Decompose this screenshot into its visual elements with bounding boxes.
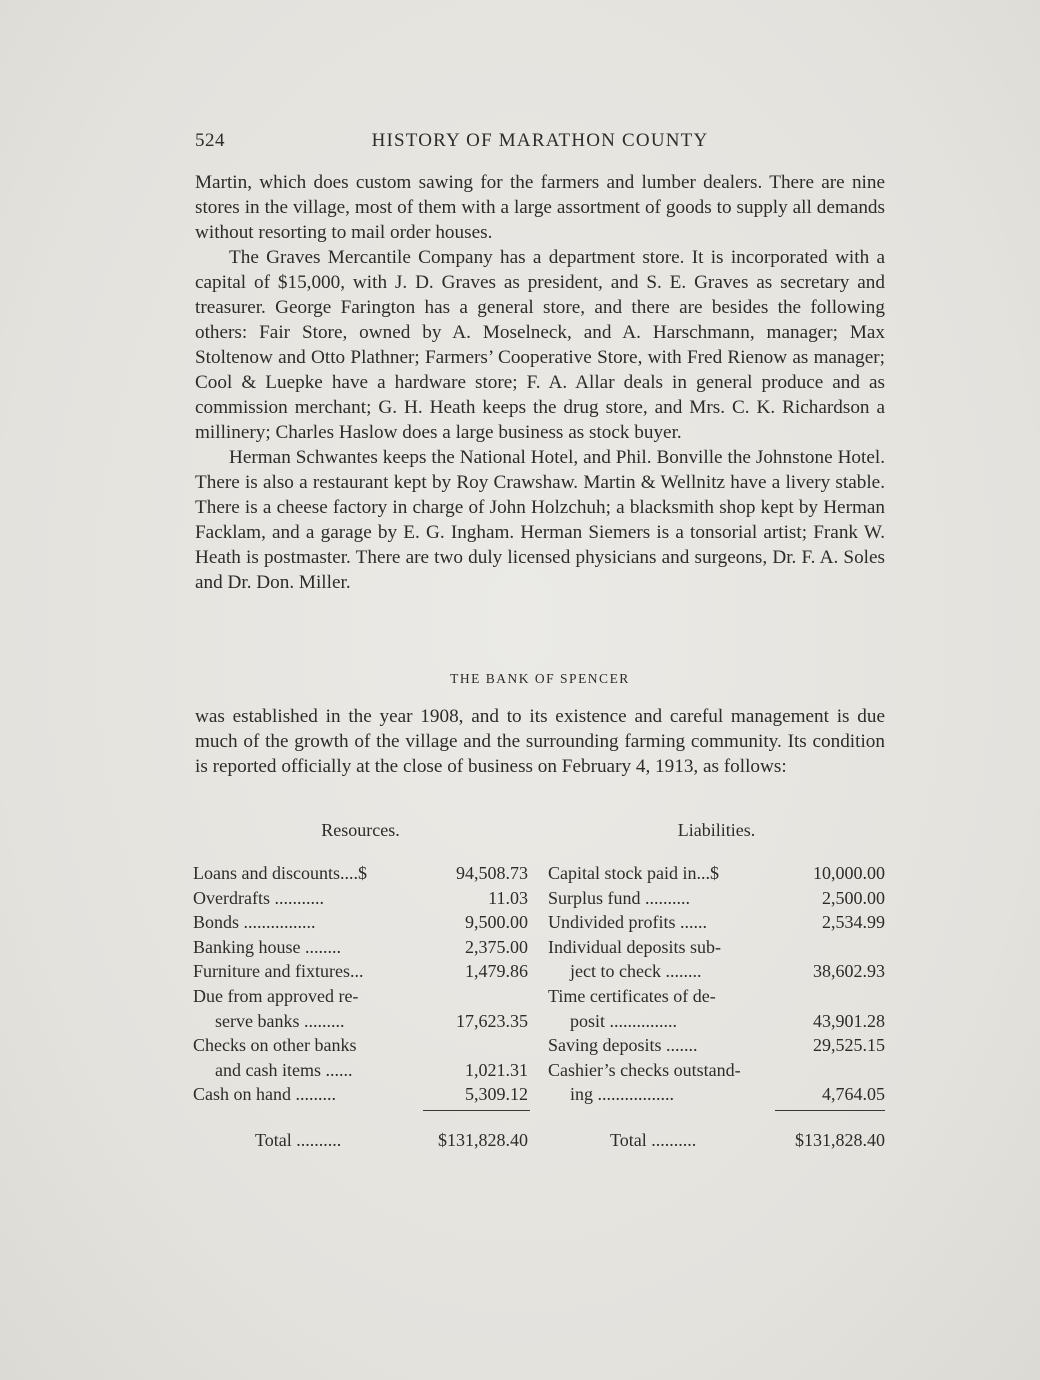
statement-row — [193, 861, 530, 886]
statement-row — [193, 1033, 530, 1058]
row-amount: 43,901.28 — [813, 1010, 885, 1031]
statement-row — [548, 1082, 885, 1107]
row-amount: 2,534.99 — [822, 912, 885, 933]
row-label: Saving deposits ....... — [548, 1035, 698, 1056]
row-amount: 5,309.12 — [465, 1084, 528, 1105]
liabilities-column — [548, 818, 885, 1107]
row-amount: 9,500.00 — [465, 912, 528, 933]
row-label: Furniture and fixtures... — [193, 961, 364, 982]
statement-row — [193, 1082, 530, 1107]
row-label: Overdrafts ........... — [193, 887, 324, 908]
paragraph: was established in the year 1908, and to its existence and careful management is due much of the growth of the village and the surrounding farming community. Its condition is reported officially at the close of business on February 4, 1913, as follows: — [195, 706, 885, 777]
row-label: and cash items ...... — [215, 1059, 353, 1080]
paragraph: The Graves Mercantile Company has a department store. It is incorporated with a capital of $15,000, with J. D. Graves as president, and S. E. Graves as secretary and treasurer. George Farington has a general store, and there are besides the following others: Fair Store, owned by A. Moselneck, and A. Harschmann, manager; Max Stoltenow and Otto Plathner; Farmers’ Cooperative Store, with Fred Rienow as manager; Cool & Luepke have a hardware store; F. A. Allar deals in general produce and as commission merchant; G. H. Heath keeps the drug store, and Mrs. C. K. Richardson a millinery; Charles Haslow does a large business as stock buyer. — [195, 247, 885, 443]
running-title: HISTORY OF MARATHON COUNTY — [371, 130, 709, 151]
row-label: Due from approved re- — [193, 985, 359, 1006]
statement-row — [548, 935, 885, 960]
resources-total-amount: $131,828.40 — [438, 1130, 528, 1150]
resources-column — [193, 818, 530, 1107]
statement-row — [548, 886, 885, 911]
resources-heading: Resources. — [321, 820, 400, 840]
statement-row — [193, 886, 530, 911]
row-label: Time certificates of de- — [548, 985, 716, 1006]
row-label: posit ............... — [570, 1010, 678, 1031]
row-label: Surplus fund .......... — [548, 887, 691, 908]
section-heading: THE BANK OF SPENCER — [450, 671, 630, 686]
row-label: ing ................. — [570, 1084, 675, 1105]
statement-row — [193, 984, 530, 1009]
statement-row — [548, 959, 885, 984]
row-amount: 17,623.35 — [456, 1010, 528, 1031]
paragraph: Martin, which does custom sawing for the farmers and lumber dealers. There are nine stores in the village, most of them with a large assortment of goods to supply all demands without resorting to mail order houses. — [195, 172, 885, 243]
statement-row — [193, 959, 530, 984]
row-amount: 11.03 — [488, 887, 528, 908]
row-amount: 29,525.15 — [813, 1035, 885, 1056]
statement-row — [548, 861, 885, 886]
statement-row — [548, 984, 885, 1009]
liabilities-total-amount: $131,828.40 — [795, 1130, 885, 1150]
bank-description — [195, 704, 885, 779]
statement-row — [548, 1058, 885, 1083]
resources-total-row — [193, 1128, 530, 1154]
row-label: Banking house ........ — [193, 936, 341, 957]
row-label: Bonds ................ — [193, 912, 316, 933]
row-label: Loans and discounts....$ — [193, 863, 367, 883]
liabilities-total-row — [548, 1128, 885, 1154]
statement-row — [193, 1058, 530, 1083]
row-label: ject to check ........ — [570, 961, 702, 982]
page-number: 524 — [195, 130, 225, 151]
row-label: serve banks ......... — [215, 1010, 345, 1031]
liabilities-heading: Liabilities. — [677, 820, 756, 840]
row-label: Individual deposits sub- — [548, 936, 721, 957]
statement-row — [193, 1009, 530, 1034]
row-amount: 1,479.86 — [465, 961, 528, 982]
resources-total-label: Total .......... — [255, 1130, 342, 1150]
row-label: Cash on hand ......... — [193, 1084, 336, 1105]
row-amount: 10,000.00 — [813, 863, 885, 883]
resources-total-rule — [423, 1110, 530, 1111]
row-label: Cashier’s checks outstand- — [548, 1059, 741, 1080]
statement-row — [548, 1009, 885, 1034]
statement-row — [193, 910, 530, 935]
row-amount: 4,764.05 — [822, 1084, 885, 1105]
statement-row — [193, 935, 530, 960]
row-amount: 94,508.73 — [456, 863, 528, 883]
statement-row — [548, 910, 885, 935]
row-amount: 2,375.00 — [465, 936, 528, 957]
page-header — [195, 130, 885, 158]
liabilities-rows — [548, 861, 885, 1107]
paragraph: Herman Schwantes keeps the National Hotel, and Phil. Bonville the Johnstone Hotel. There is also a restaurant kept by Roy Crawshaw. Martin & Wellnitz have a livery stable. There is a cheese factory in charge of John Holzchuh; a blacksmith shop kept by Herman Facklam, and a garage by E. G. Ingham. Herman Siemers is a tonsorial artist; Frank W. Heath is postmaster. There are two duly licensed physicians and surgeons, Dr. F. A. Soles and Dr. Don. Miller. — [195, 447, 885, 593]
row-amount: 1,021.31 — [465, 1059, 528, 1080]
row-label: Checks on other banks — [193, 1035, 357, 1056]
row-amount: 2,500.00 — [822, 887, 885, 908]
liabilities-total-label: Total .......... — [610, 1130, 697, 1150]
resources-rows — [193, 861, 530, 1107]
row-label: Capital stock paid in...$ — [548, 863, 719, 883]
liabilities-total-rule — [775, 1110, 885, 1111]
row-amount: 38,602.93 — [813, 961, 885, 982]
row-label: Undivided profits ...... — [548, 912, 707, 933]
statement-row — [548, 1033, 885, 1058]
body-text — [195, 170, 885, 595]
